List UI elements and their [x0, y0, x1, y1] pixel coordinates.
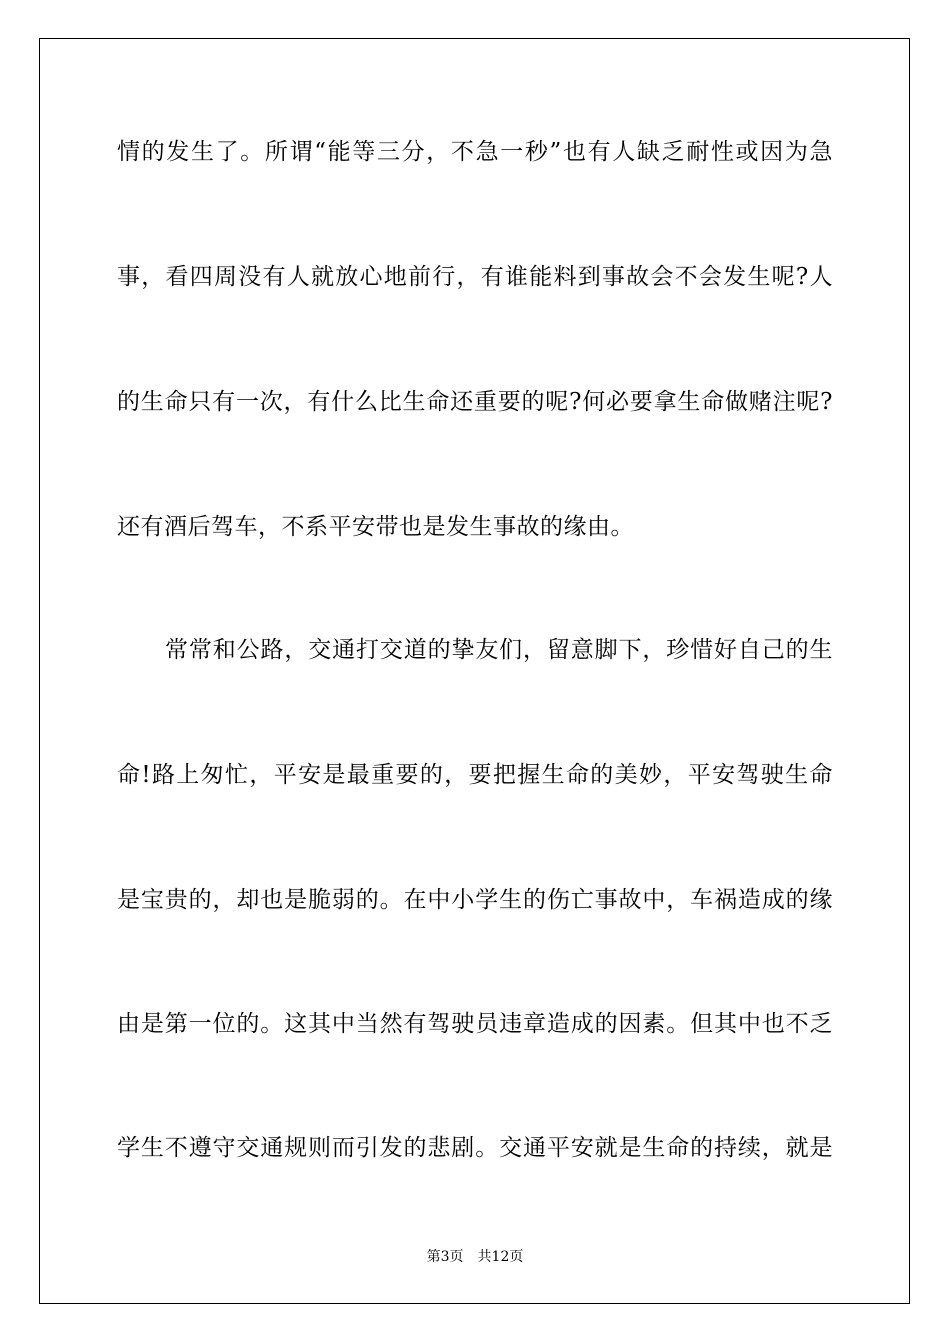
body-text-line: 由是第一位的。这其中当然有驾驶员违章造成的因素。但其中也不乏 [117, 1011, 833, 1037]
paragraph-first-line: 常常和公路，交通打交道的挚友们，留意脚下，珍惜好自己的生 [165, 637, 833, 663]
page-border [39, 38, 910, 1304]
body-text-line: 命!路上匆忙，平安是最重要的，要把握生命的美妙，平安驾驶生命 [117, 762, 833, 788]
body-text-line: 学生不遵守交通规则而引发的悲剧。交通平安就是生命的持续，就是 [117, 1135, 833, 1161]
page-number-footer: 第3页 共12页 [426, 1249, 524, 1265]
body-text-line: 是宝贵的，却也是脆弱的。在中小学生的伤亡事故中，车祸造成的缘 [117, 887, 833, 913]
body-text-line: 情的发生了。所谓“能等三分，不急一秒”也有人缺乏耐性或因为急 [117, 139, 833, 165]
body-text-line: 的生命只有一次，有什么比生命还重要的呢?何必要拿生命做赌注呢? [117, 389, 833, 415]
body-text-line: 事，看四周没有人就放心地前行，有谁能料到事故会不会发生呢?人 [117, 264, 833, 290]
body-text-line: 还有酒后驾车，不系平安带也是发生事故的缘由。 [117, 514, 634, 540]
